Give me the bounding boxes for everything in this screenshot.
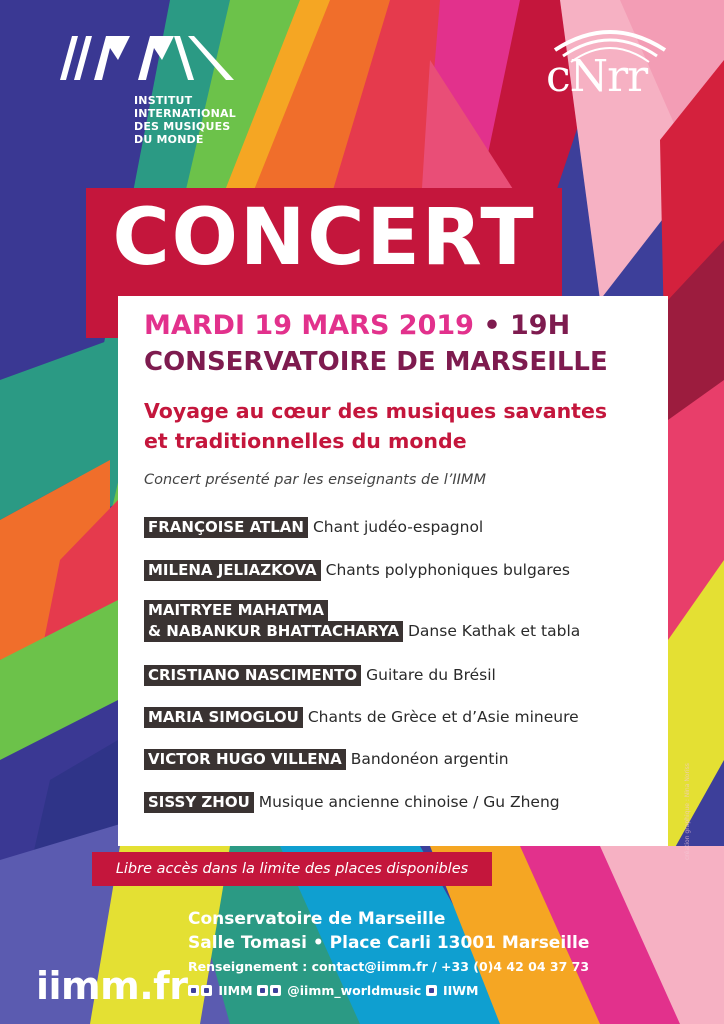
- performer-names: [144, 600, 403, 642]
- performer-description: Chants de Grèce et d’Asie mineure: [307, 708, 579, 726]
- performer-row: [144, 706, 579, 728]
- iimm-logo-text: [134, 94, 236, 146]
- date-separator: •: [483, 310, 501, 341]
- event-venue: CONSERVATOIRE DE MARSEILLE: [144, 347, 608, 377]
- facebook-icon[interactable]: [188, 985, 199, 996]
- social-iiwm[interactable]: IIWM: [442, 983, 479, 998]
- iimm-line: INTERNATIONAL: [134, 107, 236, 120]
- performer-description: Chants polyphoniques bulgares: [325, 561, 570, 579]
- address-line-2: Salle Tomasi • Place Carli 13001 Marseille: [188, 933, 590, 953]
- iimm-line: INSTITUT: [134, 94, 193, 107]
- iimm-logo-icon: [58, 28, 238, 88]
- contact-info[interactable]: Renseignement : contact@iimm.fr / +33 (0)4 42 04 37 73: [188, 959, 590, 974]
- performer-name: MAITRYEE MAHATMA: [144, 600, 328, 621]
- concert-title: CONCERT: [112, 193, 536, 283]
- social-links[interactable]: [188, 982, 478, 1000]
- performer-row: [144, 516, 483, 538]
- performer-name: VICTOR HUGO VILLENA: [144, 749, 346, 770]
- address-line-1: Conservatoire de Marseille: [188, 909, 446, 929]
- cnrr-logo-text: cNrr: [546, 51, 648, 102]
- event-date: MARDI 19 MARS 2019: [144, 310, 474, 341]
- performer-row: [144, 791, 560, 813]
- performer-description: Bandonéon argentin: [350, 750, 509, 768]
- subtitle-line: Voyage au cœur des musiques savantes: [144, 399, 608, 423]
- website-link[interactable]: iimm.fr: [36, 964, 188, 1008]
- performer-name: FRANÇOISE ATLAN: [144, 517, 308, 538]
- design-credit: création graphique : Nina Noriss: [684, 763, 691, 860]
- twitter-icon[interactable]: [257, 985, 268, 996]
- free-access-text: Libre accès dans la limite des places disponibles: [115, 861, 469, 877]
- performer-row: [144, 600, 580, 642]
- performer-name: MARIA SIMOGLOU: [144, 707, 303, 728]
- event-date-line: [144, 310, 570, 342]
- event-time: 19H: [510, 310, 571, 341]
- social-iimm[interactable]: IIMM: [218, 983, 253, 998]
- iimm-line: DES MUSIQUES: [134, 120, 231, 133]
- presented-by: Concert présenté par les enseignants de l’IIMM: [144, 472, 486, 488]
- youtube-icon[interactable]: [201, 985, 212, 996]
- performer-name: SISSY ZHOU: [144, 792, 254, 813]
- performer-description: Chant judéo-espagnol: [312, 518, 484, 536]
- social-handle[interactable]: @iimm_worldmusic: [287, 983, 422, 998]
- performer-name: CRISTIANO NASCIMENTO: [144, 665, 361, 686]
- performer-row: [144, 748, 509, 770]
- performer-name: MILENA JELIAZKOVA: [144, 560, 321, 581]
- performer-description: Danse Kathak et tabla: [408, 622, 581, 640]
- performer-row: [144, 559, 570, 581]
- iimm-line: DU MONDE: [134, 133, 204, 146]
- linkedin-icon[interactable]: [426, 985, 437, 996]
- performer-description: Musique ancienne chinoise / Gu Zheng: [258, 793, 560, 811]
- performer-name: & NABANKUR BHATTACHARYA: [144, 621, 403, 642]
- subtitle-line: et traditionnelles du monde: [144, 429, 467, 453]
- instagram-icon[interactable]: [270, 985, 281, 996]
- performer-row: [144, 664, 496, 686]
- performer-description: Guitare du Brésil: [366, 666, 496, 684]
- event-subtitle: [144, 396, 664, 456]
